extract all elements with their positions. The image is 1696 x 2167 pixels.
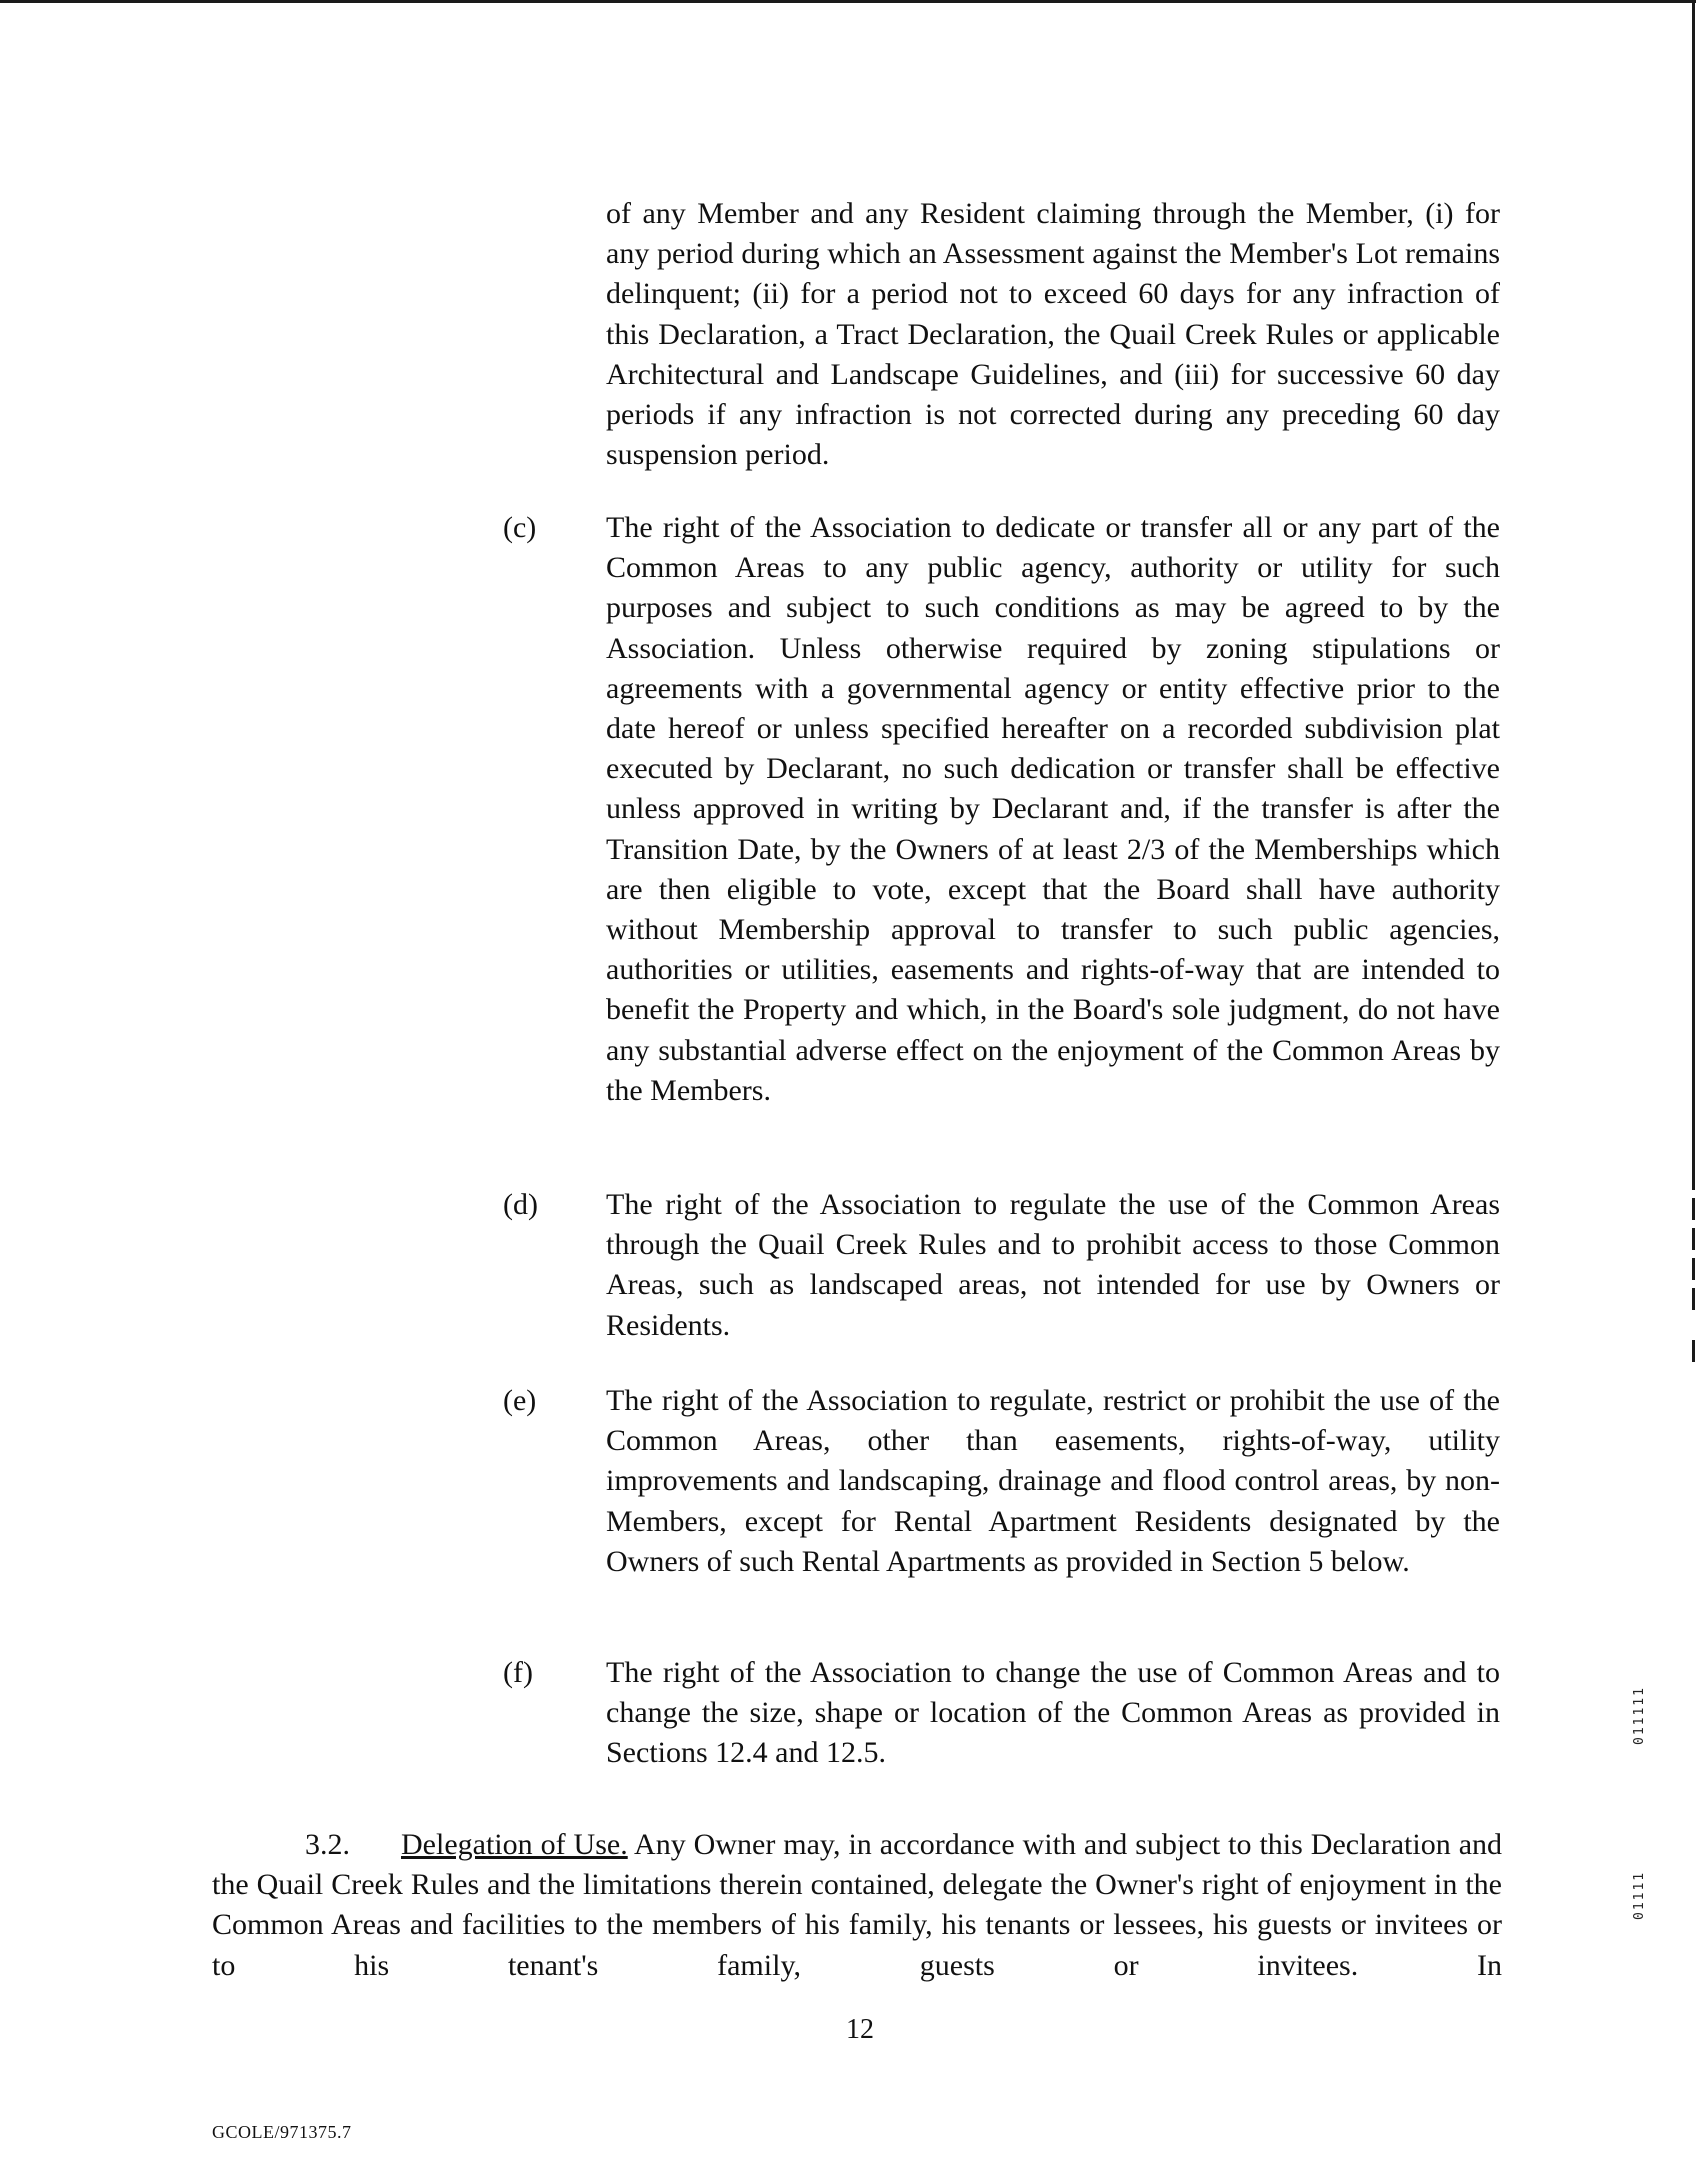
list-item-label: (e) [503,1384,537,1417]
section-heading: Delegation of Use. [401,1828,628,1861]
document-id: GCOLE/971375.7 [212,2122,352,2142]
scan-right-edge [1692,0,1695,1190]
list-item-label: (c) [503,511,537,544]
list-item-text: The right of the Association to regulate, restrict or prohibit the use of the Common Areas, other than easements, rights-of-way, utility improvements and landscaping, drainage and flood control areas, by non-Members, except for Rental Apartment Residents designated by the Owners of such Rental Apartments as provided in Section 5 below. [606,1384,1500,1578]
list-item-label: (d) [503,1188,538,1221]
section-number: 3.2. [305,1828,350,1861]
margin-stamp-upper: 011111 [1632,1686,1647,1745]
scan-right-edge-dash [1692,1168,1695,1190]
scan-right-edge-dash [1692,1228,1695,1250]
margin-stamp-lower: 01111 [1632,1870,1647,1920]
scan-top-edge [0,0,1696,3]
list-item-text: The right of the Association to change the use of Common Areas and to change the size, shape or location of the Common Areas as provided in Sections 12.4 and 12.5. [606,1656,1500,1770]
scan-right-edge-dash [1692,1288,1695,1310]
list-item-text: The right of the Association to regulate the use of the Common Areas through the Quail Creek Rules and to prohibit access to those Common Areas, such as landscaped areas, not intended for use by Owners or Residents. [606,1188,1500,1342]
list-item-label: (f) [503,1656,533,1689]
list-item-text: The right of the Association to dedicate or transfer all or any part of the Common Areas to any public agency, authority or utility for such purposes and subject to such conditions as may be agreed to by the Association. Unless otherwise required by zoning stipulations or agreements with a governmental agency or entity effective prior to the date hereof or unless specified hereafter on a recorded subdivision plat executed by Declarant, no such dedication or transfer shall be effective unless approved in writing by Declarant and, if the transfer is after the Transition Date, by the Owners of at least 2/3 of the Memberships which are then eligible to vote, except that the Board shall have authority without Membership approval to transfer to such public agencies, authorities or utilities, easements and rights-of-way that are intended to benefit the Property and which, in the Board's sole judgment, do not have any substantial adverse effect on the enjoyment of the Common Areas by the Members. [606,511,1500,1107]
scan-right-edge-dash [1692,1198,1695,1220]
scan-right-edge-dash [1692,1258,1695,1280]
section-text: Any Owner may, in accordance with and subject to this Declaration and the Quail Creek Rules and the limitations therein contained, delegate the Owner's right of enjoyment in the Common Areas and facilities to the members of his family, his tenants or lessees, his guests or invitees or to his tenant's family, guests or invitees. In [212,1828,1503,1982]
continued-paragraph: of any Member and any Resident claiming through the Member, (i) for any period during which an Assessment against the Member's Lot remains delinquent; (ii) for a period not to exceed 60 days for any infraction of this Declaration, a Tract Declaration, the Quail Creek Rules or applicable Architectural and Landscape Guidelines, and (iii) for successive 60 day periods if any infraction is not corrected during any preceding 60 day suspension period. [606,197,1500,472]
scan-right-edge-dash [1692,1340,1695,1362]
section-3-2-paragraph [212,1825,1502,1986]
page-number: 12 [846,2014,874,2045]
